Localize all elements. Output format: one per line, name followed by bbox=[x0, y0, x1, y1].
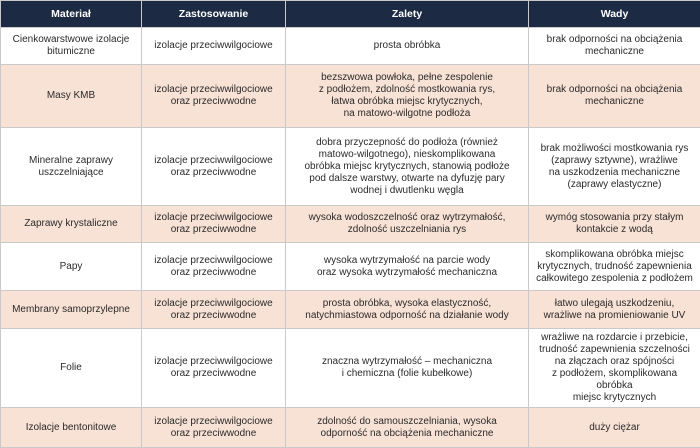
cell-material: Membrany samoprzylepne bbox=[1, 291, 142, 329]
table-row bbox=[1, 329, 700, 408]
cell-zalety: zdolność do samouszczelniania, wysoka odporność na obciążenia mechaniczne bbox=[286, 408, 529, 448]
table-row bbox=[1, 65, 700, 128]
cell-zastosowanie: izolacje przeciwwilgociowe oraz przeciwwodne bbox=[142, 329, 286, 408]
cell-zastosowanie: izolacje przeciwwilgociowe oraz przeciwwodne bbox=[142, 408, 286, 448]
cell-material: Folie bbox=[1, 329, 142, 408]
cell-zalety: prosta obróbka, wysoka elastyczność, natychmiastowa odporność na działanie wody bbox=[286, 291, 529, 329]
cell-material: Mineralne zaprawy uszczelniające bbox=[1, 128, 142, 206]
cell-zalety: znaczna wytrzymałość – mechaniczna i chemiczna (folie kubełkowe) bbox=[286, 329, 529, 408]
header-wady: Wady bbox=[529, 1, 700, 28]
cell-material: Papy bbox=[1, 243, 142, 291]
cell-zalety: bezszwowa powłoka, pełne zespolenie z podłożem, zdolność mostkowania rys, łatwa obróbka miejsc krytycznych, na matowo-wilgotne podłoża bbox=[286, 65, 529, 128]
table-row bbox=[1, 206, 700, 243]
cell-wady: brak możliwości mostkowania rys (zaprawy sztywne), wrażliwe na uszkodzenia mechaniczne (zaprawy elastyczne) bbox=[529, 128, 700, 206]
cell-zastosowanie: izolacje przeciwwilgociowe oraz przeciwwodne bbox=[142, 65, 286, 128]
cell-zalety: wysoka wodoszczelność oraz wytrzymałość, zdolność uszczelniania rys bbox=[286, 206, 529, 243]
cell-zastosowanie: izolacje przeciwwilgociowe oraz przeciwwodne bbox=[142, 291, 286, 329]
cell-material: Masy KMB bbox=[1, 65, 142, 128]
cell-wady: łatwo ulegają uszkodzeniu, wrażliwe na promieniowanie UV bbox=[529, 291, 700, 329]
cell-wady: duży ciężar bbox=[529, 408, 700, 448]
cell-zastosowanie: izolacje przeciwwilgociowe oraz przeciwwodne bbox=[142, 206, 286, 243]
table-row bbox=[1, 243, 700, 291]
cell-wady: brak odporności na obciążenia mechaniczne bbox=[529, 28, 700, 65]
header-zastosowanie: Zastosowanie bbox=[142, 1, 286, 28]
cell-zastosowanie: izolacje przeciwwilgociowe oraz przeciwwodne bbox=[142, 243, 286, 291]
cell-wady: brak odporności na obciążenia mechaniczne bbox=[529, 65, 700, 128]
table-row bbox=[1, 291, 700, 329]
cell-wady: wrażliwe na rozdarcie i przebicie, trudność zapewnienia szczelności na złączach oraz spójności z podłożem, skomplikowana obróbka miejsc krytycznych bbox=[529, 329, 700, 408]
cell-zalety: wysoka wytrzymałość na parcie wody oraz wysoka wytrzymałość mechaniczna bbox=[286, 243, 529, 291]
cell-material: Zaprawy krystaliczne bbox=[1, 206, 142, 243]
header-zalety: Zalety bbox=[286, 1, 529, 28]
table-header-row bbox=[1, 1, 700, 28]
cell-wady: wymóg stosowania przy stałym kontakcie z wodą bbox=[529, 206, 700, 243]
table-row bbox=[1, 28, 700, 65]
cell-zastosowanie: izolacje przeciwwilgociowe bbox=[142, 28, 286, 65]
header-material: Materiał bbox=[1, 1, 142, 28]
table-row bbox=[1, 408, 700, 448]
cell-material: Izolacje bentonitowe bbox=[1, 408, 142, 448]
cell-zalety: dobra przyczepność do podłoża (również matowo-wilgotnego), nieskomplikowana obróbka miejsc krytycznych, stanowią podłoże pod dalsze warstwy, otwarte na dyfuzję pary wodnej i dwutlenku węgla bbox=[286, 128, 529, 206]
cell-wady: skomplikowana obróbka miejsc krytycznych, trudność zapewnienia całkowitego zespolenia z podłożem bbox=[529, 243, 700, 291]
table-row bbox=[1, 128, 700, 206]
cell-zalety: prosta obróbka bbox=[286, 28, 529, 65]
cell-zastosowanie: izolacje przeciwwilgociowe oraz przeciwwodne bbox=[142, 128, 286, 206]
cell-material: Cienkowarstwowe izolacje bitumiczne bbox=[1, 28, 142, 65]
